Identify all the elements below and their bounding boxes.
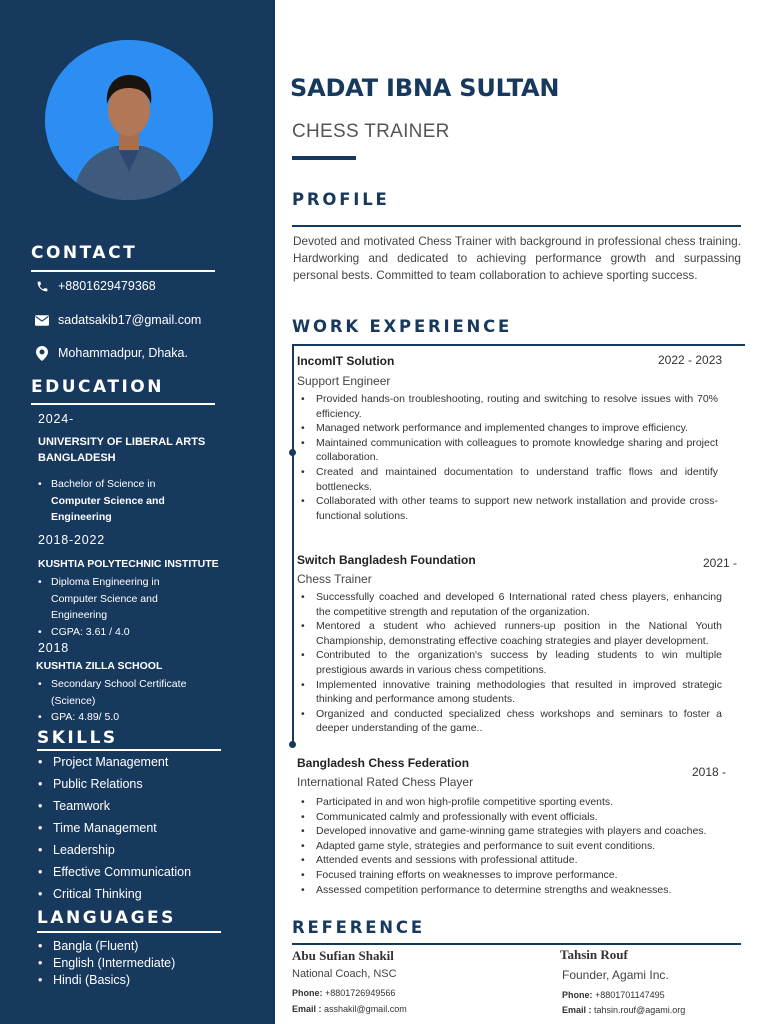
skills-heading: SKILLS bbox=[37, 728, 118, 748]
job-bullet: • Managed network performance and implemented changes to improve efficiency. bbox=[300, 421, 718, 436]
education-detail-item: • CGPA: 3.61 / 4.0 bbox=[38, 624, 188, 641]
education-year: 2018-2022 bbox=[38, 533, 105, 547]
job-bullet: • Mentored a student who achieved runners-up position in the National Youth Championship, demonstrating effective coaching strategies and player development. bbox=[300, 619, 722, 648]
language-item: • Hindi (Basics) bbox=[38, 972, 175, 989]
skill-item: • Time Management bbox=[38, 819, 191, 841]
contact-email-text: sadatsakib17@gmail.com bbox=[58, 313, 202, 327]
job-bullet: • Provided hands-on troubleshooting, routing and switching to resolve issues with 70% efficiency. bbox=[300, 392, 718, 421]
location-pin-icon bbox=[34, 346, 50, 360]
job-company: Switch Bangladesh Foundation bbox=[297, 553, 476, 567]
job-bullet: • Adapted game style, strategies and performance to suit event conditions. bbox=[300, 839, 722, 854]
title-accent-bar bbox=[292, 156, 356, 160]
reference-email-value: asshakil@gmail.com bbox=[324, 1004, 407, 1014]
skill-item: • Public Relations bbox=[38, 775, 191, 797]
education-detail-item: • GPA: 4.89/ 5.0 bbox=[38, 709, 208, 726]
education-year: 2024- bbox=[38, 412, 74, 426]
reference-name: Tahsin Rouf bbox=[560, 947, 628, 962]
reference-role: Founder, Agami Inc. bbox=[562, 968, 669, 982]
skill-item: • Leadership bbox=[38, 841, 191, 863]
job-bullet: • Developed innovative and game-winning game strategies with players and coaches. bbox=[300, 824, 722, 839]
profile-divider bbox=[292, 225, 741, 227]
degree-line: Bachelor of Science in bbox=[51, 478, 156, 490]
reference-email-label: Email : bbox=[292, 1004, 322, 1014]
job-role: Chess Trainer bbox=[297, 572, 372, 586]
timeline-dot bbox=[289, 449, 296, 456]
job-bullet: • Focused training efforts on weaknesses to improve performance. bbox=[300, 868, 722, 883]
education-detail-item bbox=[38, 476, 228, 526]
job-bullet: • Communicated calmly and professionally with event officials. bbox=[300, 810, 722, 825]
job-company: Bangladesh Chess Federation bbox=[297, 756, 470, 770]
mail-icon bbox=[34, 313, 50, 327]
job-bullet: • Collaborated with other teams to support new network installation and provide cross-functional solutions. bbox=[300, 494, 718, 523]
degree-line: Engineering bbox=[51, 511, 112, 523]
degree-line: Computer Science and bbox=[51, 494, 165, 507]
education-detail-item: • Diploma Engineering in Computer Science and Engineering bbox=[38, 574, 188, 624]
skills-divider bbox=[37, 749, 221, 751]
job-period: 2022 - 2023 bbox=[658, 353, 723, 367]
profile-summary: Devoted and motivated Chess Trainer with background in professional chess training. Hardworking and dedicated to achieving performance growth and surpassing personal bests. Committed to team collaboration to achieve sporting success. bbox=[293, 234, 741, 282]
experience-divider bbox=[292, 344, 745, 346]
reference-divider bbox=[292, 943, 741, 945]
languages-heading: LANGUAGES bbox=[37, 908, 176, 928]
job-bullets bbox=[300, 795, 722, 897]
languages-list bbox=[38, 938, 175, 989]
language-item: • Bangla (Fluent) bbox=[38, 938, 175, 955]
contact-location bbox=[34, 346, 188, 360]
reference-phone-label: Phone: bbox=[292, 988, 323, 998]
reference-email[interactable] bbox=[562, 1005, 685, 1015]
job-bullet: • Contributed to the organization's success by leading students to win multiple prestigious awards in various chess competitions. bbox=[300, 648, 722, 677]
job-title: CHESS TRAINER bbox=[292, 121, 450, 142]
experience-timeline bbox=[292, 344, 294, 746]
education-school: KUSHTIA POLYTECHNIC INSTITUTE bbox=[38, 558, 219, 570]
job-bullet: • Assessed competition performance to determine strengths and weaknesses. bbox=[300, 883, 722, 898]
reference-phone[interactable] bbox=[292, 988, 395, 998]
reference-email-label: Email : bbox=[562, 1005, 592, 1015]
experience-heading: WORK EXPERIENCE bbox=[292, 317, 513, 336]
portrait-illustration bbox=[45, 40, 213, 200]
reference-role: National Coach, NSC bbox=[292, 968, 397, 980]
candidate-name: SADAT IBNA SULTAN bbox=[290, 74, 560, 102]
reference-phone-label: Phone: bbox=[562, 990, 593, 1000]
education-school: UNIVERSITY OF LIBERAL ARTS BANGLADESH bbox=[38, 436, 206, 464]
languages-divider bbox=[37, 931, 221, 933]
reference-phone-value: +8801726949566 bbox=[325, 988, 396, 998]
reference-email-value: tahsin.rouf@agami.org bbox=[594, 1005, 686, 1015]
timeline-dot bbox=[289, 741, 296, 748]
contact-phone[interactable] bbox=[34, 279, 156, 293]
job-bullet: • Implemented innovative training methodologies that resulted in improved strategic thinking and performance among students. bbox=[300, 678, 722, 707]
job-role: International Rated Chess Player bbox=[297, 775, 474, 789]
skills-list bbox=[38, 753, 191, 907]
job-company: IncomIT Solution bbox=[297, 354, 395, 368]
skill-item: • Critical Thinking bbox=[38, 885, 191, 907]
contact-heading: CONTACT bbox=[31, 243, 138, 263]
reference-name: Abu Sufian Shakil bbox=[292, 948, 394, 963]
skill-item: • Teamwork bbox=[38, 797, 191, 819]
job-period: 2021 - bbox=[703, 556, 738, 570]
reference-heading: REFERENCE bbox=[292, 918, 425, 937]
education-year: 2018 bbox=[38, 641, 70, 655]
contact-location-text: Mohammadpur, Dhaka. bbox=[58, 346, 188, 360]
reference-email[interactable] bbox=[292, 1004, 407, 1014]
job-bullet: • Attended events and sessions with professional attitude. bbox=[300, 853, 722, 868]
education-detail-item: • Secondary School Certificate (Science) bbox=[38, 676, 208, 709]
reference-phone-value: +8801701147495 bbox=[595, 990, 665, 1000]
education-details bbox=[38, 676, 208, 726]
education-school: KUSHTIA ZILLA SCHOOL bbox=[36, 660, 163, 672]
phone-icon bbox=[34, 279, 50, 293]
contact-phone-text: +8801629479368 bbox=[58, 279, 156, 293]
reference-phone[interactable] bbox=[562, 990, 665, 1000]
sidebar bbox=[0, 0, 275, 1024]
skill-item: • Effective Communication bbox=[38, 863, 191, 885]
job-bullet: • Successfully coached and developed 6 International rated chess players, enhancing the competitive strength and reputation of the organization. bbox=[300, 590, 722, 619]
education-details bbox=[38, 476, 228, 526]
education-details bbox=[38, 574, 188, 640]
job-bullet: • Created and maintained documentation to understand traffic flows and identify bottlenecks. bbox=[300, 465, 718, 494]
contact-divider bbox=[31, 270, 215, 272]
job-period: 2018 - bbox=[692, 765, 727, 779]
job-bullet: • Participated in and won high-profile competitive sporting events. bbox=[300, 795, 722, 810]
job-bullets bbox=[300, 392, 718, 523]
contact-email[interactable] bbox=[34, 313, 201, 327]
education-divider bbox=[31, 403, 215, 405]
job-bullets bbox=[300, 590, 722, 736]
language-item: • English (Intermediate) bbox=[38, 955, 175, 972]
skill-item: • Project Management bbox=[38, 753, 191, 775]
education-heading: EDUCATION bbox=[31, 377, 164, 397]
job-role: Support Engineer bbox=[297, 374, 391, 388]
profile-photo bbox=[45, 40, 213, 200]
profile-heading: PROFILE bbox=[292, 190, 390, 209]
job-bullet: • Maintained communication with colleagues to promote knowledge sharing and project collaboration. bbox=[300, 436, 718, 465]
job-bullet: • Organized and conducted specialized chess workshops and seminars to foster a deeper understanding of the game.. bbox=[300, 707, 722, 736]
